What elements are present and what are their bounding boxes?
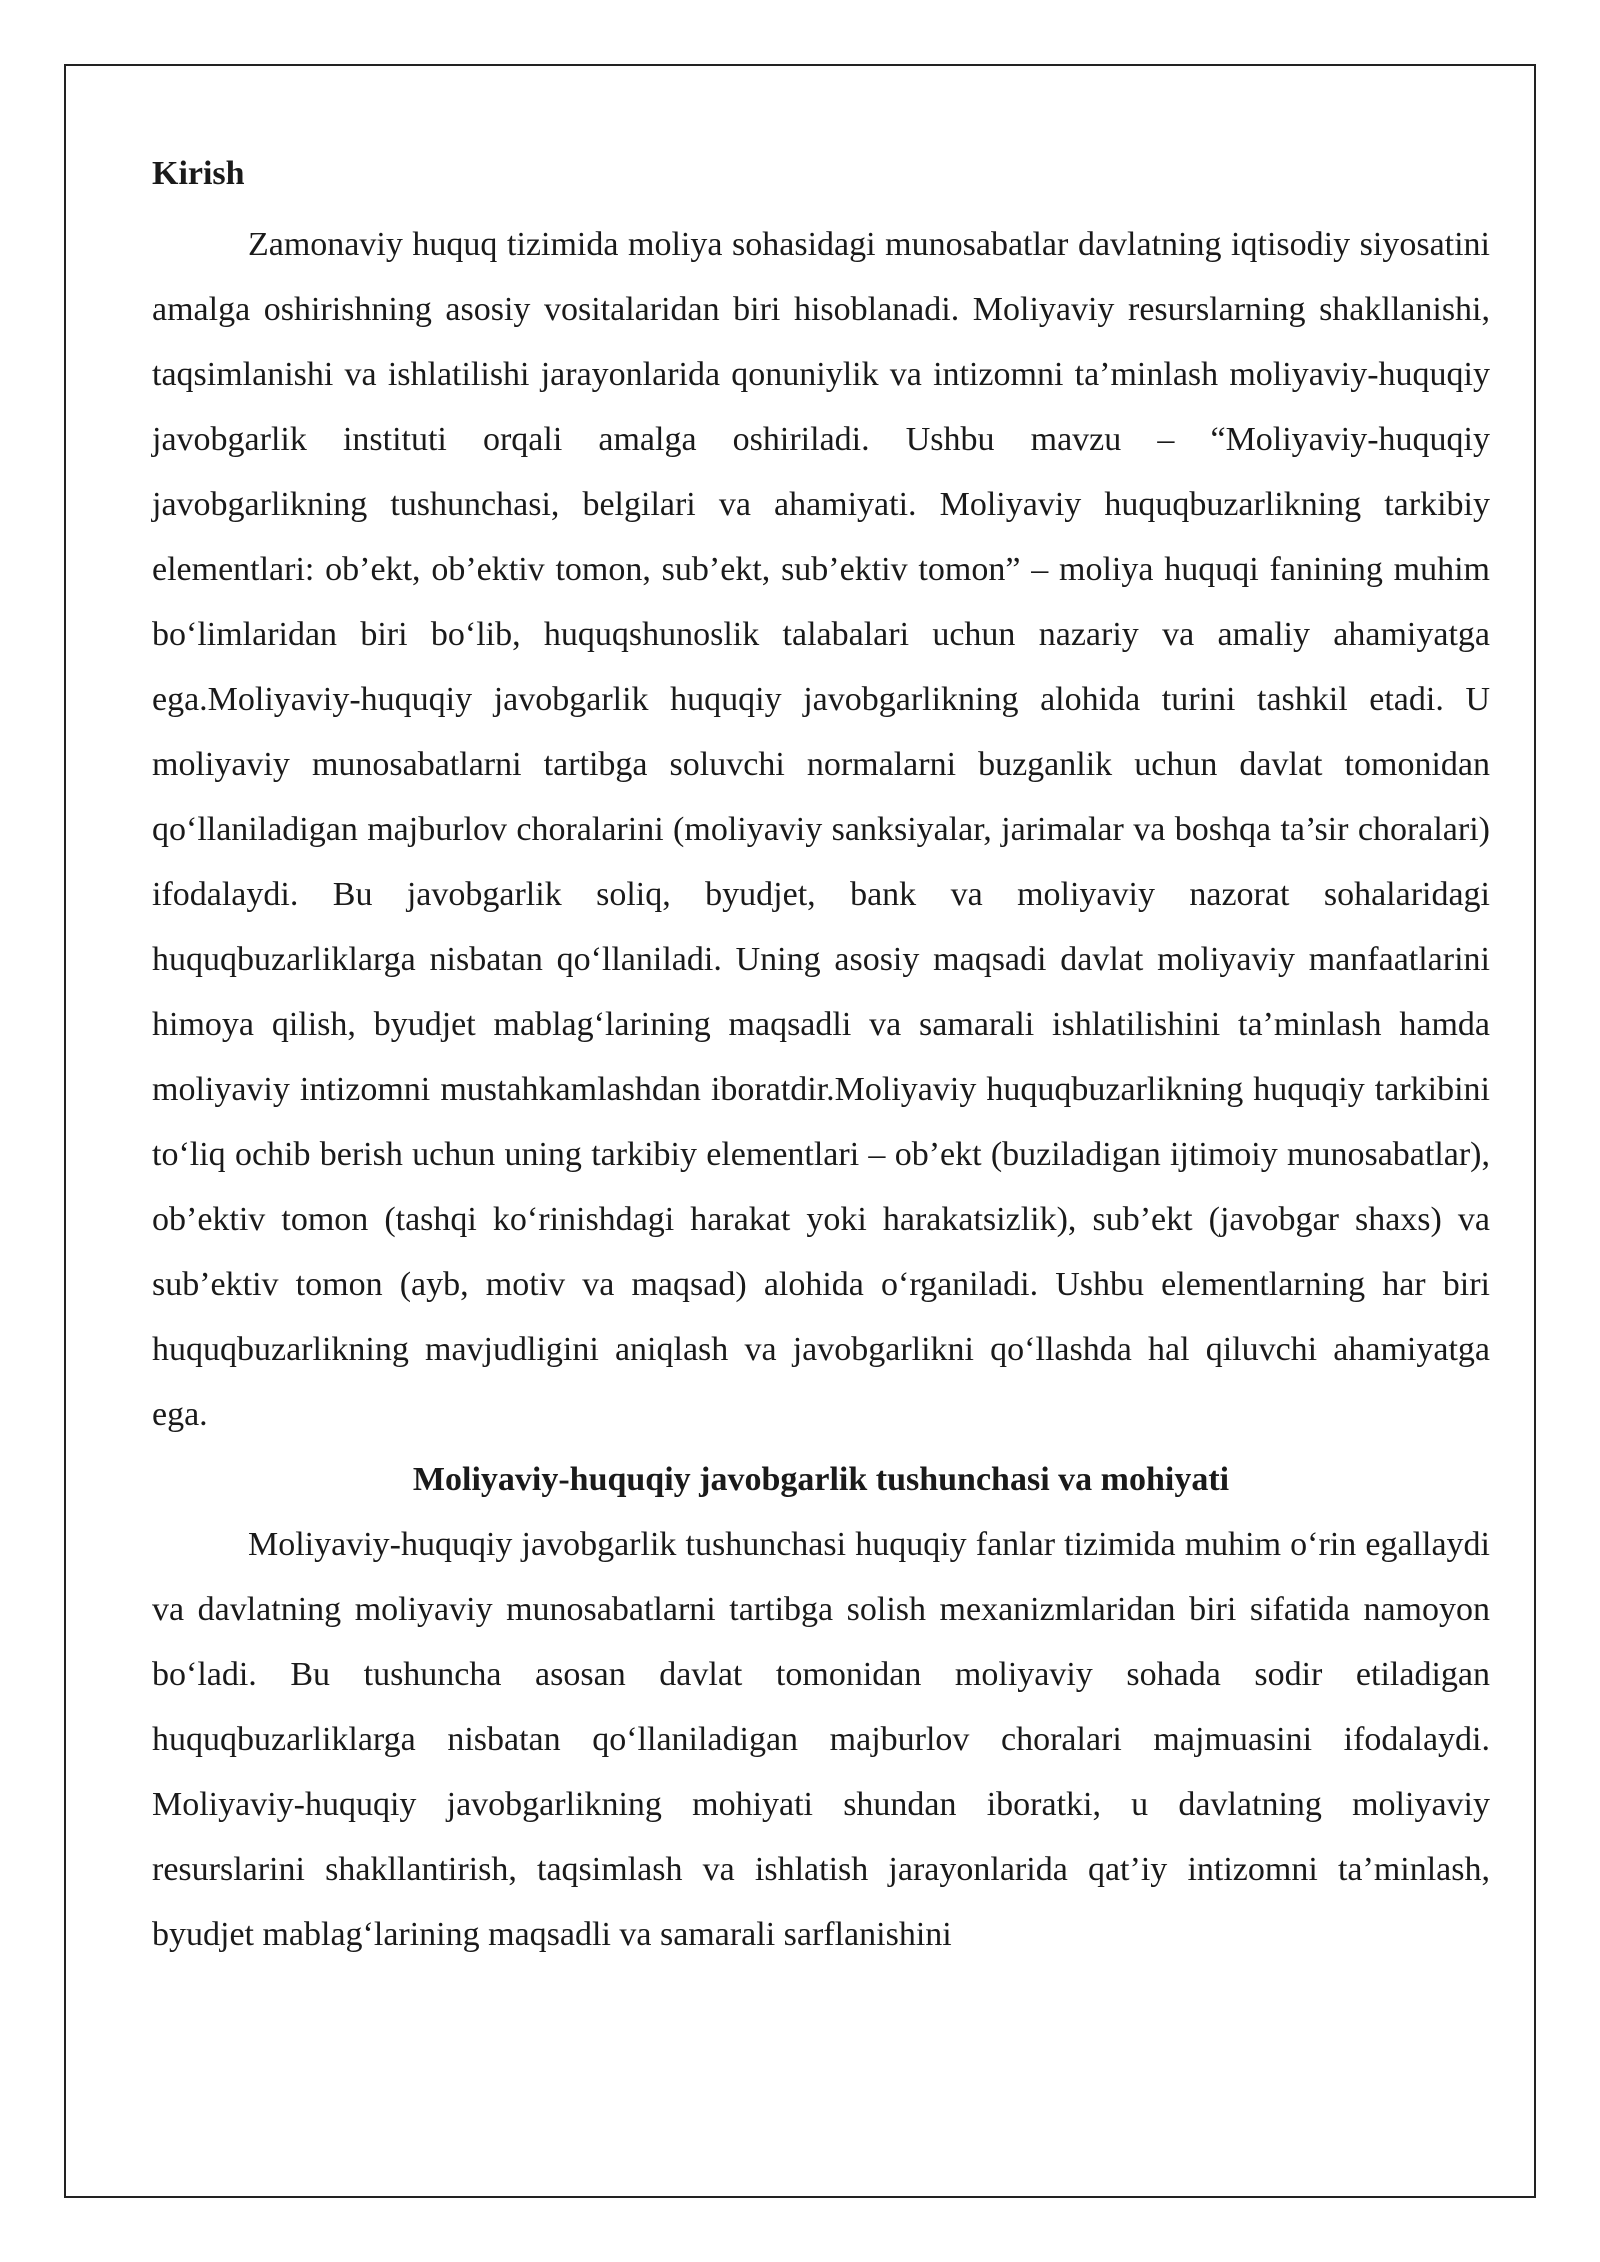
intro-heading: Kirish (152, 155, 245, 192)
section-paragraph: Moliyaviy-huquqiy javobgarlik tushunchasi huquqiy fanlar tizimida muhim o‘rin egallaydi va davlatning moliyaviy munosabatlarni tartibga solish mexanizmlaridan biri sifatida namoyon bo‘ladi. Bu tushuncha asosan davlat tomonidan moliyaviy sohada sodir etiladigan huquqbuzarliklarga nisbatan qo‘llaniladigan majburlov choralari majmuasini ifodalaydi. Moliyaviy-huquqiy javobgarlikning mohiyati shundan iboratki, u davlatning moliyaviy resurslarini shakllantirish, taqsimlash va ishlatish jarayonlarida qat’iy intizomni ta’minlash, byudjet mablag‘larining maqsadli va samarali sarflanishini (152, 1526, 1490, 1953)
document-body (152, 148, 1490, 1967)
section-heading: Moliyaviy-huquqiy javobgarlik tushunchasi va mohiyati (412, 1461, 1230, 1498)
intro-paragraph: Zamonaviy huquq tizimida moliya sohasidagi munosabatlar davlatning iqtisodiy siyosatini amalga oshirishning asosiy vositalaridan biri hisoblanadi. Moliyaviy resurslarning shakllanishi, taqsimlanishi va ishlatilishi jarayonlarida qonuniylik va intizomni ta’minlash moliyaviy-huquqiy javobgarlik instituti orqali amalga oshiriladi. Ushbu mavzu – “Moliyaviy-huquqiy javobgarlikning tushunchasi, belgilari va ahamiyati. Moliyaviy huquqbuzarlikning tarkibiy elementlari: ob’ekt, ob’ektiv tomon, sub’ekt, sub’ektiv tomon” – moliya huquqi fanining muhim bo‘limlaridan biri bo‘lib, huquqshunoslik talabalari uchun nazariy va amaliy ahamiyatga ega.Moliyaviy-huquqiy javobgarlik huquqiy javobgarlikning alohida turini tashkil etadi. U moliyaviy munosabatlarni tartibga soluvchi normalarni buzganlik uchun davlat tomonidan qo‘llaniladigan majburlov choralarini (moliyaviy sanksiyalar, jarimalar va boshqa ta’sir choralari) ifodalaydi. Bu javobgarlik soliq, byudjet, bank va moliyaviy nazorat sohalaridagi huquqbuzarliklarga nisbatan qo‘llaniladi. Uning asosiy maqsadi davlat moliyaviy manfaatlarini himoya qilish, byudjet mablag‘larining maqsadli va samarali ishlatilishini ta’minlash hamda moliyaviy intizomni mustahkamlashdan iboratdir.Moliyaviy huquqbuzarlikning huquqiy tarkibini to‘liq ochib berish uchun uning tarkibiy elementlari – ob’ekt (buziladigan ijtimoiy munosabatlar), ob’ektiv tomon (tashqi ko‘rinishdagi harakat yoki harakatsizlik), sub’ekt (javobgar shaxs) va sub’ektiv tomon (ayb, motiv va maqsad) alohida o‘rganiladi. Ushbu elementlarning har biri huquqbuzarlikning mavjudligini aniqlash va javobgarlikni qo‘llashda hal qiluvchi ahamiyatga ega. (152, 226, 1490, 1433)
